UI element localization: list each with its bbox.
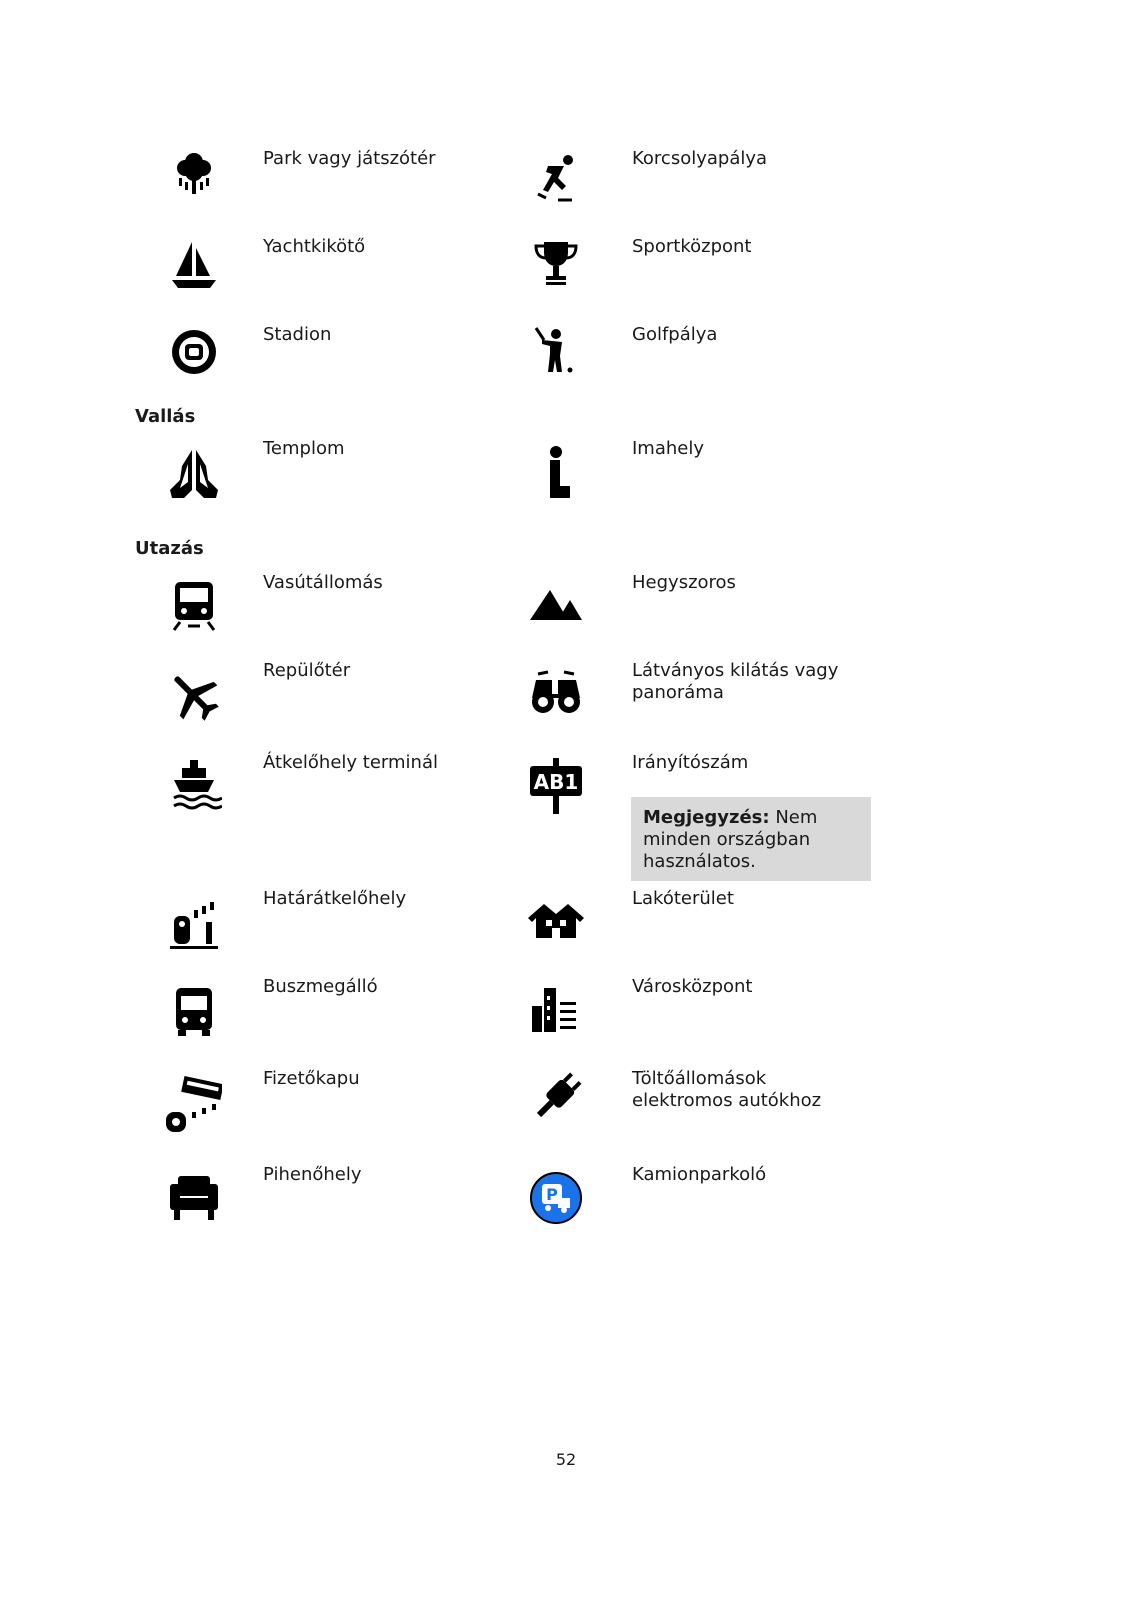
- ev-plug-icon: [528, 1070, 584, 1126]
- kneeling-person-icon: [528, 446, 584, 502]
- park-icon: [166, 148, 222, 204]
- houses-icon: [528, 894, 584, 950]
- item-label-place-of-worship: Imahely: [632, 438, 705, 459]
- svg-text:P: P: [546, 1185, 558, 1204]
- ice-skating-icon: [528, 150, 584, 206]
- item-label-ev-charging: Töltőállomások elektromos autókhoz: [632, 1068, 822, 1111]
- item-label-residential-area: Lakóterület: [632, 888, 734, 909]
- item-label-park: Park vagy játszótér: [263, 148, 436, 169]
- sailboat-icon: [166, 236, 222, 292]
- item-label-airport: Repülőtér: [263, 660, 351, 681]
- item-label-ferry-terminal: Átkelőhely terminál: [263, 752, 438, 773]
- border-barrier-icon: [166, 896, 222, 952]
- section-heading-travel: Utazás: [135, 538, 204, 559]
- item-label-golf: Golfpálya: [632, 324, 718, 345]
- item-label-mountain-pass: Hegyszoros: [632, 572, 736, 593]
- train-icon: [166, 578, 222, 634]
- trophy-icon: [528, 236, 584, 292]
- bus-icon: [166, 984, 222, 1040]
- airplane-icon: [166, 668, 222, 724]
- item-label-bus-stop: Buszmegálló: [263, 976, 378, 997]
- item-label-church: Templom: [263, 438, 345, 459]
- note-text: Nem minden országban használatos.: [643, 807, 818, 872]
- item-label-toll-gate: Fizetőkapu: [263, 1068, 360, 1089]
- item-label-postcode: Irányítószám: [632, 752, 749, 773]
- section-heading-religion: Vallás: [135, 406, 196, 427]
- toll-gate-icon: [166, 1076, 222, 1132]
- note-box: [631, 797, 871, 881]
- item-label-railway-station: Vasútállomás: [263, 572, 383, 593]
- item-label-rest-area: Pihenőhely: [263, 1164, 362, 1185]
- armchair-icon: [166, 1170, 222, 1226]
- postcode-sign-text: AB1: [533, 770, 579, 794]
- item-label-truck-parking: Kamionparkoló: [632, 1164, 767, 1185]
- stadium-icon: [166, 324, 222, 380]
- praying-hands-icon: [166, 446, 222, 502]
- golfer-icon: [528, 324, 584, 380]
- postcode-sign-icon: [528, 758, 584, 814]
- mountain-icon: [528, 576, 584, 632]
- item-label-stadium: Stadion: [263, 324, 332, 345]
- binoculars-icon: [528, 664, 584, 720]
- item-label-border-crossing: Határátkelőhely: [263, 888, 407, 909]
- item-label-marina: Yachtkikötő: [263, 236, 366, 257]
- city-buildings-icon: [528, 984, 584, 1040]
- page-number: 52: [555, 1450, 577, 1469]
- ferry-icon: [166, 758, 222, 814]
- item-label-scenic-view: Látványos kilátás vagy panoráma: [632, 660, 839, 703]
- truck-parking-icon: [528, 1170, 584, 1226]
- item-label-ice-rink: Korcsolyapálya: [632, 148, 768, 169]
- item-label-sports-centre: Sportközpont: [632, 236, 752, 257]
- item-label-city-centre: Városközpont: [632, 976, 753, 997]
- note-label: Megjegyzés:: [643, 807, 770, 828]
